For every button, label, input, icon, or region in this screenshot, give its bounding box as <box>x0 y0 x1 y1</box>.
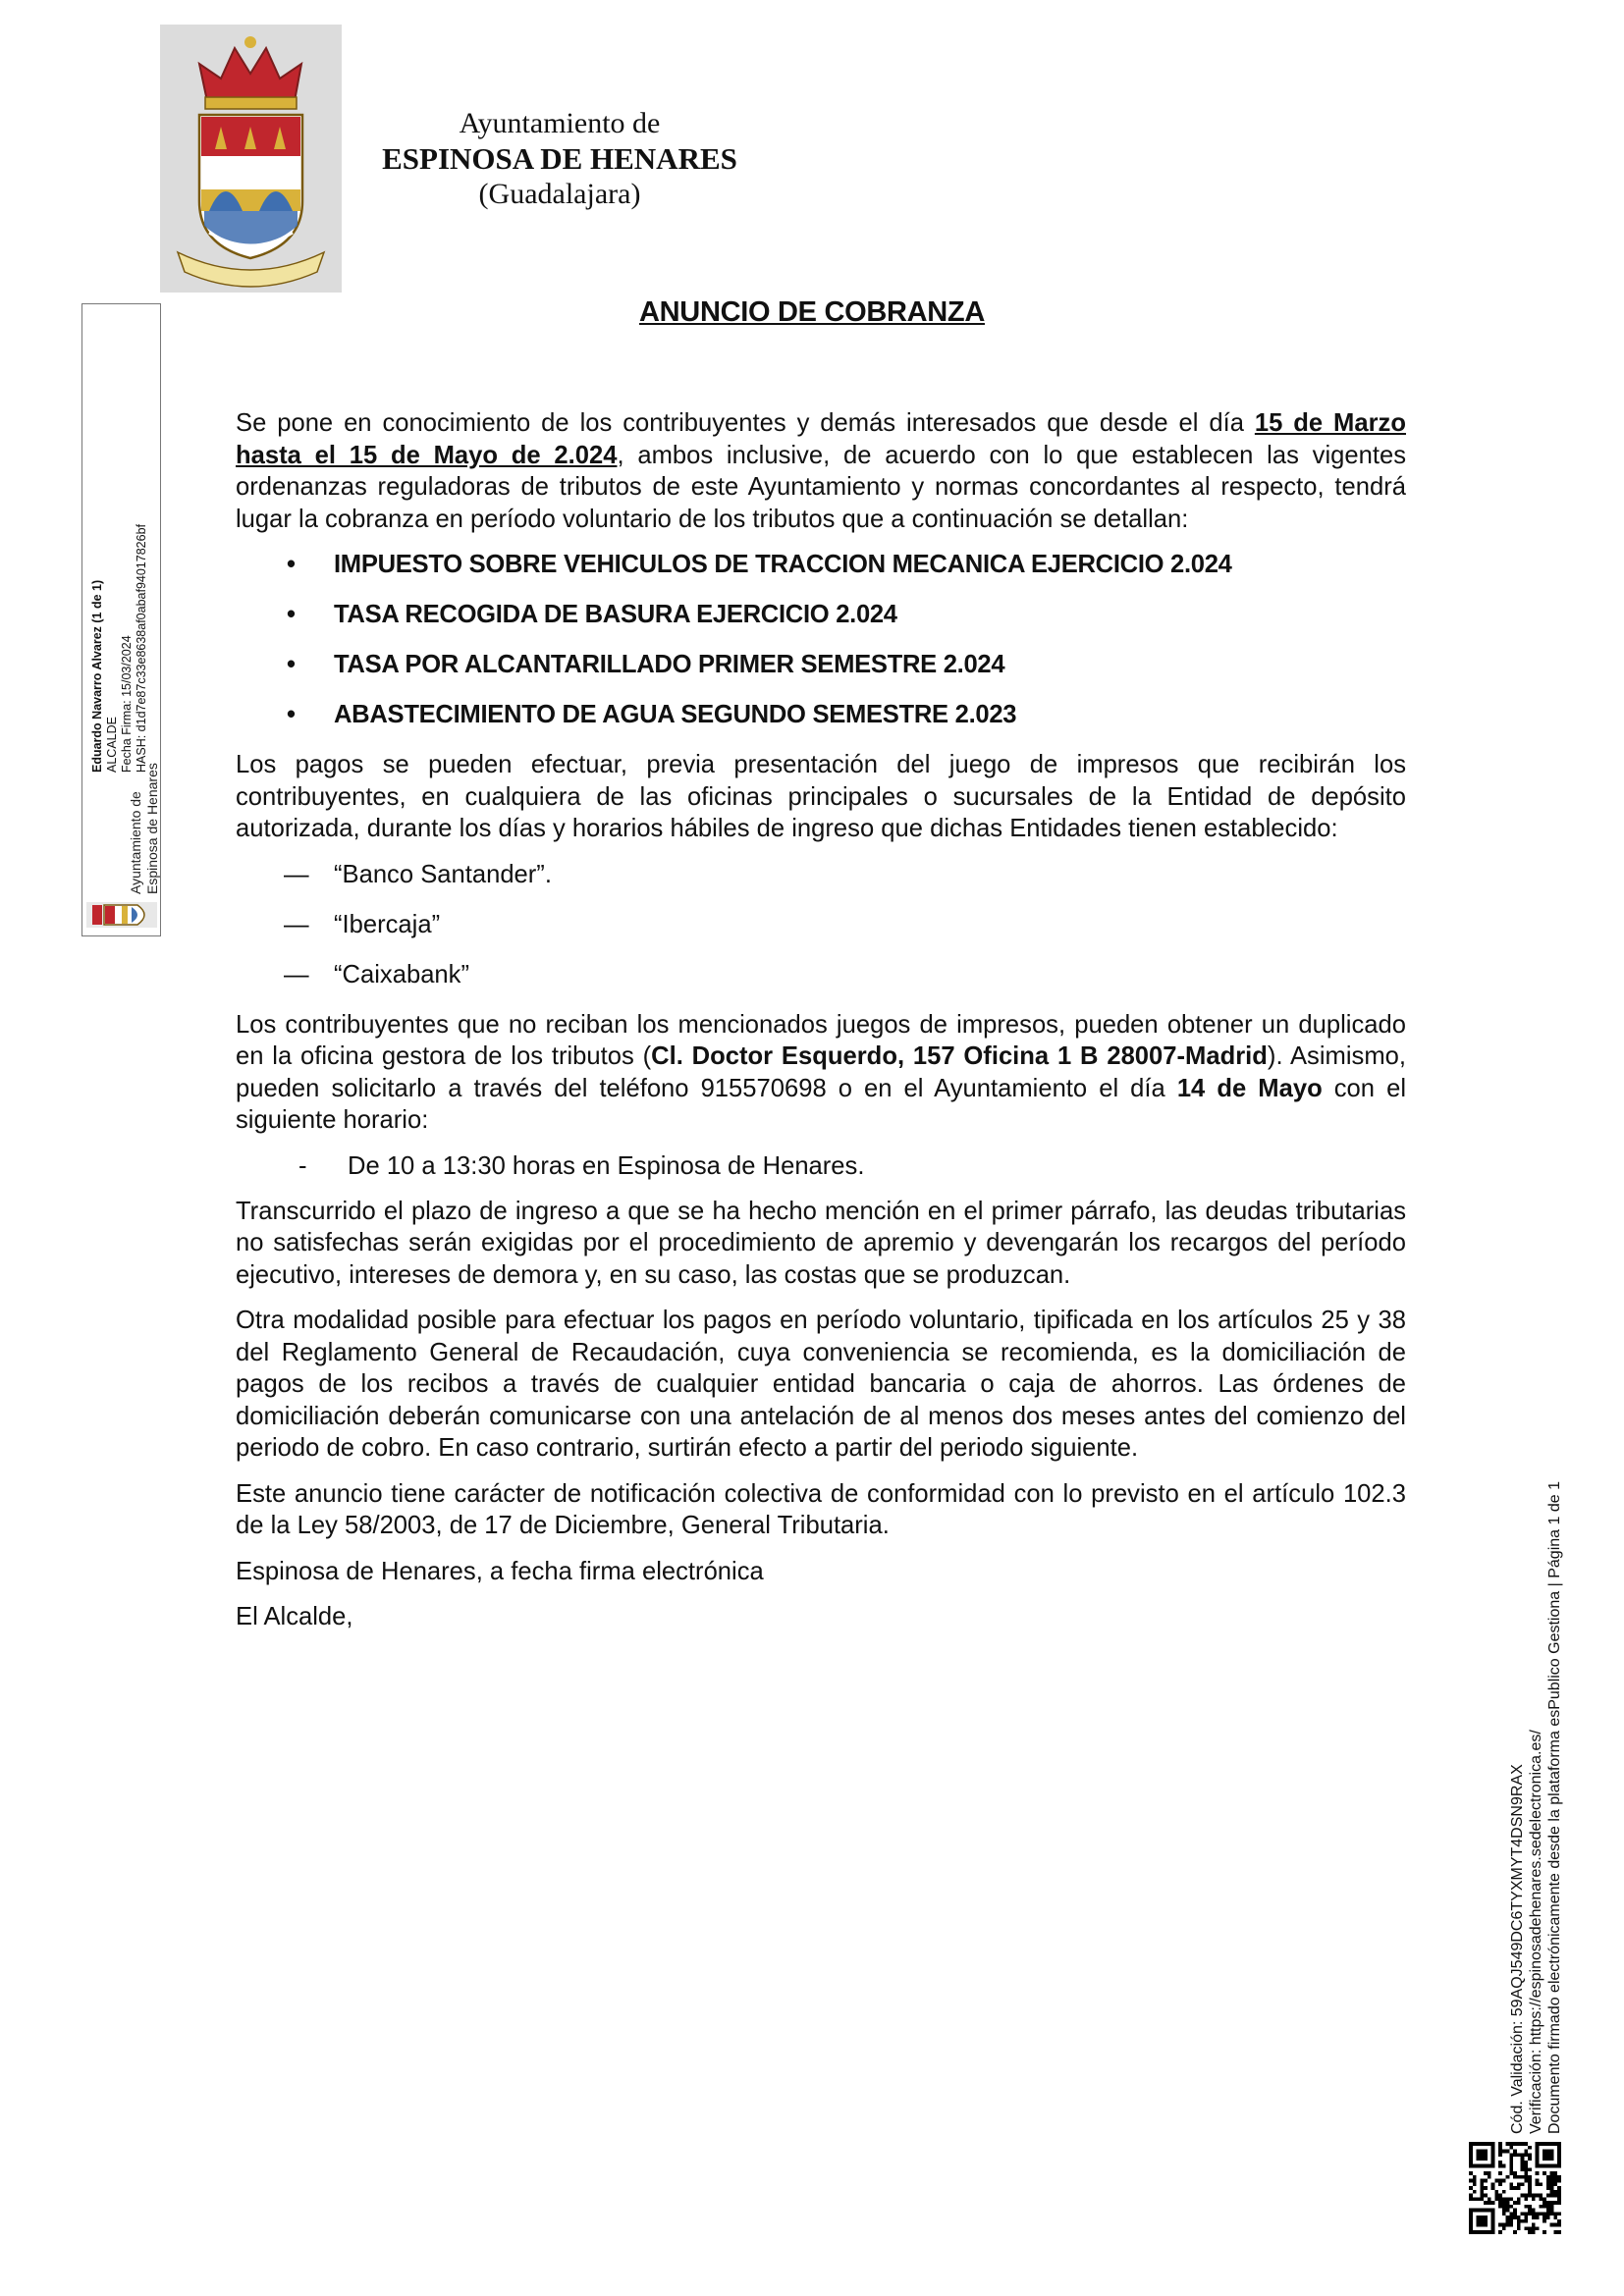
office-address: Cl. Doctor Esquerdo, 157 Oficina 1 B 28007-Madrid <box>651 1042 1268 1070</box>
signature-org-line-2: Espinosa de Henares <box>144 763 160 894</box>
header-municipality-name: ESPINOSA DE HENARES <box>382 141 737 176</box>
list-item: • ABASTECIMIENTO DE AGUA SEGUNDO SEMESTRE 2.023 <box>236 699 1406 730</box>
paragraph-duplicates-text-cont: ). Asimismo, pueden solicitarlo a través del teléfono 915570698 o en el Ayuntamiento el día <box>236 1042 1406 1102</box>
list-item: — “Caixabank” <box>236 959 1406 990</box>
list-item: • TASA POR ALCANTARILLADO PRIMER SEMESTRE 2.024 <box>236 649 1406 680</box>
header-line-1: Ayuntamiento de <box>459 107 661 139</box>
municipality-header <box>353 106 766 212</box>
paragraph-intro-text: Se pone en conocimiento de los contribuyentes y demás interesados que desde el día <box>236 409 1255 437</box>
signer-role: ALCALDE <box>105 717 119 773</box>
signature-details <box>90 311 149 773</box>
collection-period: 15 de Marzo hasta el 15 de Mayo de 2.024 <box>236 409 1406 469</box>
closing-place: Espinosa de Henares, a fecha firma electrónica <box>236 1557 764 1585</box>
header-province: (Guadalajara) <box>478 178 641 210</box>
paragraph-payments: Los pagos se pueden efectuar, previa presentación del juego de impresos que recibirán los contribuyentes, en cualquiera de las oficinas principales o sucursales de la Entidad de depósito autorizada, durante los días y horarios hábiles de ingreso que dichas Entidades tienen establecido: <box>236 751 1406 842</box>
signature-date: Fecha Firma: 15/03/2024 <box>120 635 134 773</box>
paragraph-notification: Este anuncio tiene carácter de notificación colectiva de conformidad con lo previsto en el artículo 102.3 de la Ley 58/2003, de 17 de Diciembre, General Tributaria. <box>236 1479 1406 1539</box>
document-body <box>236 407 1406 1647</box>
verification-url: Verificación: https://espinosadehenares.sedelectronica.es/ <box>1528 1730 1544 2134</box>
list-item: — “Ibercaja” <box>236 909 1406 940</box>
platform-note: Documento firmado electrónicamente desde la plataforma esPublico Gestiona | Página 1 de 1 <box>1546 1481 1563 2134</box>
paragraph-direct-debit: Otra modalidad posible para efectuar los pagos en período voluntario, tipificada en los artículos 25 y 38 del Reglamento General de Recaudación, cuya conveniencia se recomienda, es la domiciliación de pagos de los recibos a través de cualquier entidad bancaria o caja de ahorros. Las órdenes de domiciliación deberán comunicarse con una antelación de al menos dos meses antes del comienzo del periodo de cobro. En caso contrario, surtirán efecto a partir del periodo siguiente. <box>236 1307 1406 1462</box>
attendance-date: 14 de Mayo <box>1176 1074 1323 1102</box>
signature-hash: HASH: d1d7e87c33e8638af0abaf9401782​6bf <box>135 524 148 773</box>
list-item: - De 10 a 13:30 horas en Espinosa de Henares. <box>236 1150 1406 1182</box>
coat-of-arms-logo <box>160 25 342 293</box>
qr-code-icon <box>1469 2142 1561 2234</box>
verification-strip <box>1508 1349 1571 2134</box>
paragraph-duplicates-text-end: con el siguiente horario: <box>236 1074 1406 1134</box>
bank-list <box>236 859 1406 990</box>
validation-code: Cód. Validación: 59AQJ549DC6TYXMYT4DSN9RAX <box>1509 1764 1526 2134</box>
signature-org-line-1: Ayuntamiento de <box>128 791 143 894</box>
paragraph-duplicates <box>236 1009 1406 1137</box>
signer-name: Eduardo Navarro Alvarez (1 de 1) <box>90 579 104 773</box>
paragraph-intro <box>236 407 1406 535</box>
list-item: • IMPUESTO SOBRE VEHICULOS DE TRACCION MECANICA EJERCICIO 2.024 <box>236 549 1406 580</box>
list-item: • TASA RECOGIDA DE BASURA EJERCICIO 2.024 <box>236 599 1406 630</box>
paragraph-enforcement: Transcurrido el plazo de ingreso a que se ha hecho mención en el primer párrafo, las deudas tributarias no satisfechas serán exigidas por el procedimiento de apremio y devengarán los recargos del período ejecutivo, intereses de demora y, en su caso, las costas que se produzcan. <box>236 1197 1406 1289</box>
paragraph-duplicates-text: Los contribuyentes que no reciban los mencionados juegos de impresos, pueden obtener un duplicado en la oficina gestora de los tributos ( <box>236 1010 1406 1070</box>
paragraph-intro-text-cont: , ambos inclusive, de acuerdo con lo que establecen las vigentes ordenanzas reguladoras de tributos de este Ayuntamiento y normas concordantes al respecto, tendrá lugar la cobranza en período voluntario de los tributos que a continuación se detallan: <box>236 441 1406 533</box>
municipal-seal-icon <box>86 902 157 928</box>
closing-signer: El Alcalde, <box>236 1603 353 1630</box>
document-title: ANUNCIO DE COBRANZA <box>639 296 985 328</box>
list-item: — “Banco Santander”. <box>236 859 1406 890</box>
tax-list <box>236 549 1406 730</box>
schedule-list <box>236 1150 1406 1182</box>
electronic-signature-box <box>81 303 161 936</box>
